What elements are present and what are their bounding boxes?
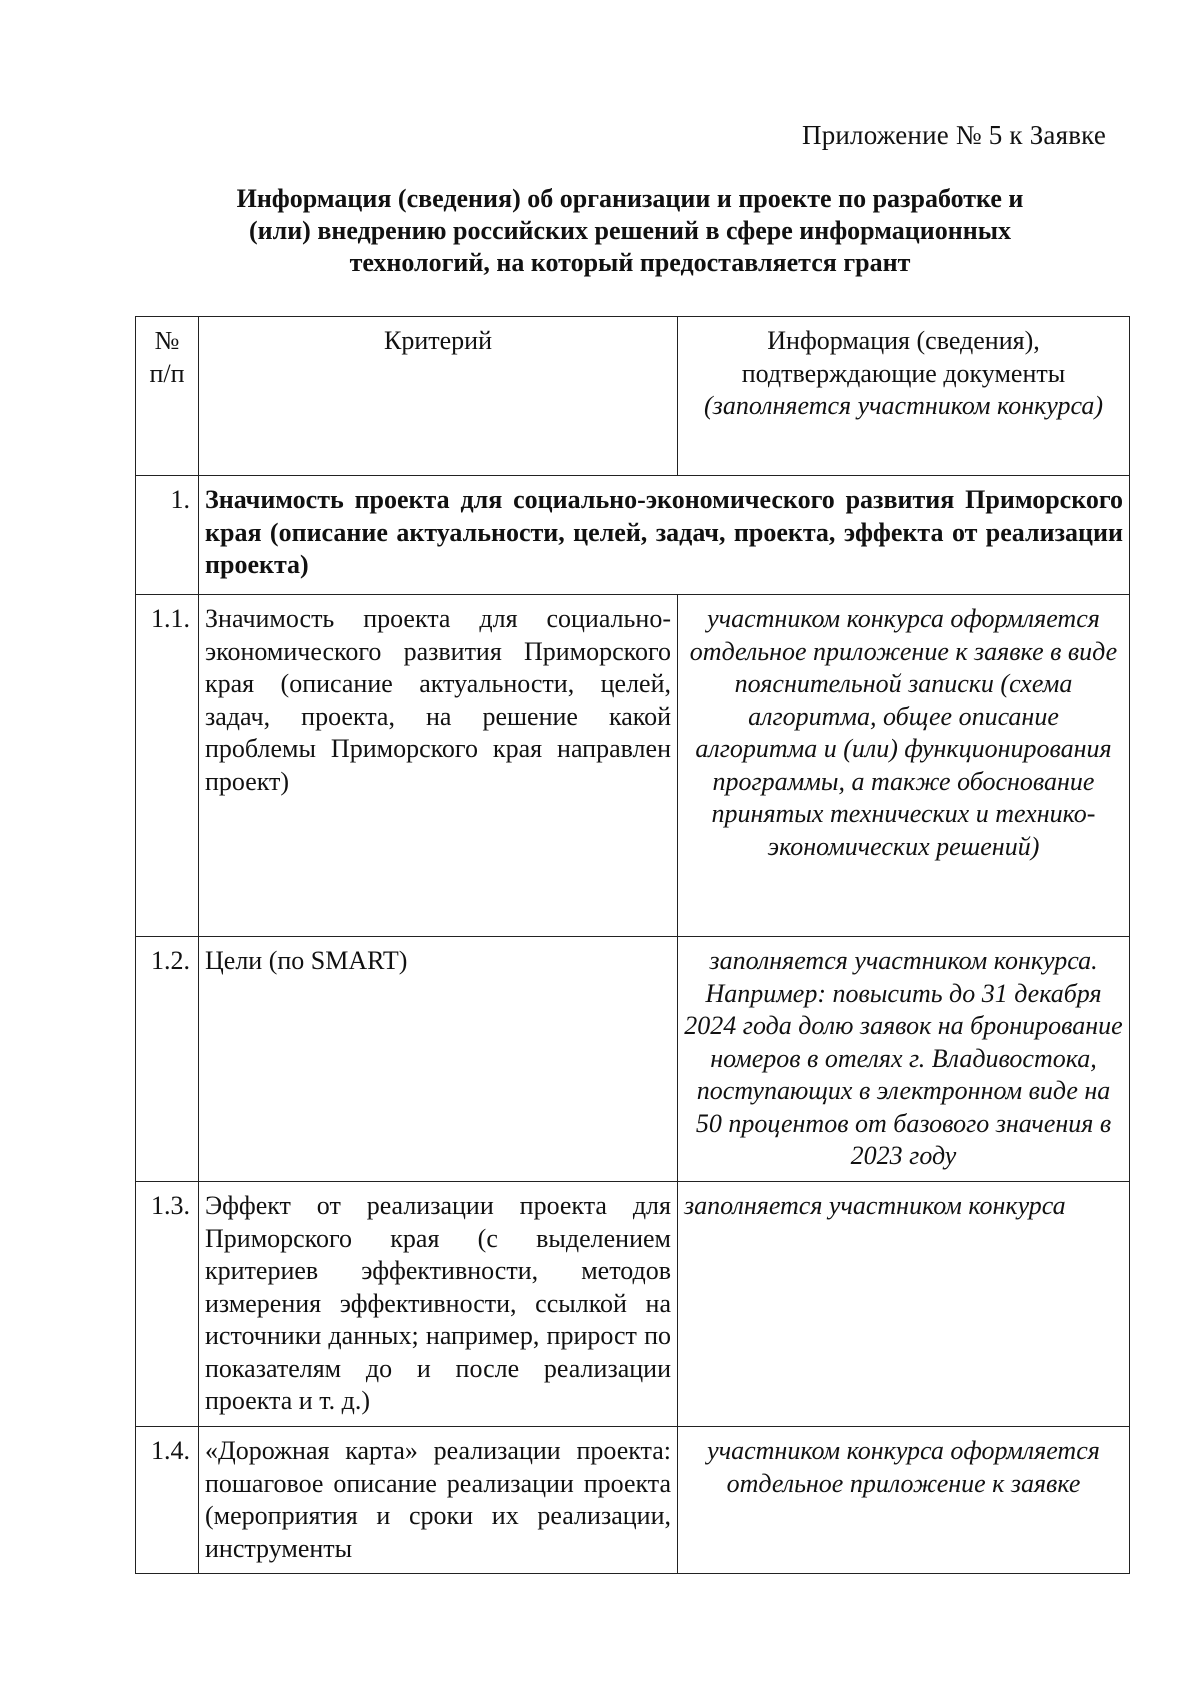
criteria-table <box>135 316 1130 1574</box>
title-line: Информация (сведения) об организации и проекте по разработке и <box>236 184 1024 213</box>
row-num: 1.2. <box>136 937 199 1182</box>
header-criterion: Критерий <box>384 326 492 355</box>
document-title <box>140 183 1120 279</box>
title-line: (или) внедрению российских решений в сфере информационных <box>248 216 1012 245</box>
table-row <box>136 937 1130 1182</box>
section-num: 1. <box>136 476 199 595</box>
row-info: участником конкурса оформляется отдельное приложение к заявке в виде пояснительной записки (схема алгоритма, общее описание алгоритма и (или) функционирования программы, а также обоснование принятых технических и технико-экономических решений) <box>678 595 1130 937</box>
table-row <box>136 595 1130 937</box>
title-line: технологий, на который предоставляется грант <box>349 248 911 277</box>
header-num: № п/п <box>149 326 185 388</box>
section-row <box>136 476 1130 595</box>
row-criterion: Эффект от реализации проекта для Приморского края (с выделением критериев эффективности, методов измерения эффективности, ссылкой на источники данных; например, прирост по показателям до и после реализации проекта и т. д.) <box>199 1182 678 1427</box>
table-row <box>136 1427 1130 1574</box>
appendix-label: Приложение № 5 к Заявке <box>802 120 1106 150</box>
table-header-row <box>136 317 1130 476</box>
row-info: заполняется участником конкурса <box>678 1182 1130 1427</box>
row-info: участником конкурса оформляется отдельное приложение к заявке <box>678 1427 1130 1574</box>
row-num: 1.4. <box>136 1427 199 1574</box>
row-criterion: «Дорожная карта» реализации проекта: пошаговое описание реализации проекта (мероприятия и сроки их реализации, инструменты <box>199 1427 678 1574</box>
row-criterion: Цели (по SMART) <box>199 937 678 1182</box>
row-num: 1.1. <box>136 595 199 937</box>
row-criterion: Значимость проекта для социально-экономического развития Приморского края (описание актуальности, целей, задач, проекта, на решение какой проблемы Приморского края направлен проект) <box>199 595 678 937</box>
row-info: заполняется участником конкурса. Например: повысить до 31 декабря 2024 года долю заявок на бронирование номеров в отелях г. Владивостока, поступающих в электронном виде на 50 процентов от базового значения в 2023 году <box>678 937 1130 1182</box>
header-info-cell <box>678 317 1130 476</box>
row-num: 1.3. <box>136 1182 199 1427</box>
header-info-note: (заполняется участником конкурса) <box>704 391 1103 420</box>
header-info: Информация (сведения), подтверждающие документы <box>741 326 1066 388</box>
header-num-cell <box>136 317 199 476</box>
header-criterion-cell <box>199 317 678 476</box>
table-row <box>136 1182 1130 1427</box>
section-title: Значимость проекта для социально-экономического развития Приморского края (описание актуальности, целей, задач, проекта, эффекта от реализации проекта) <box>199 476 1130 595</box>
